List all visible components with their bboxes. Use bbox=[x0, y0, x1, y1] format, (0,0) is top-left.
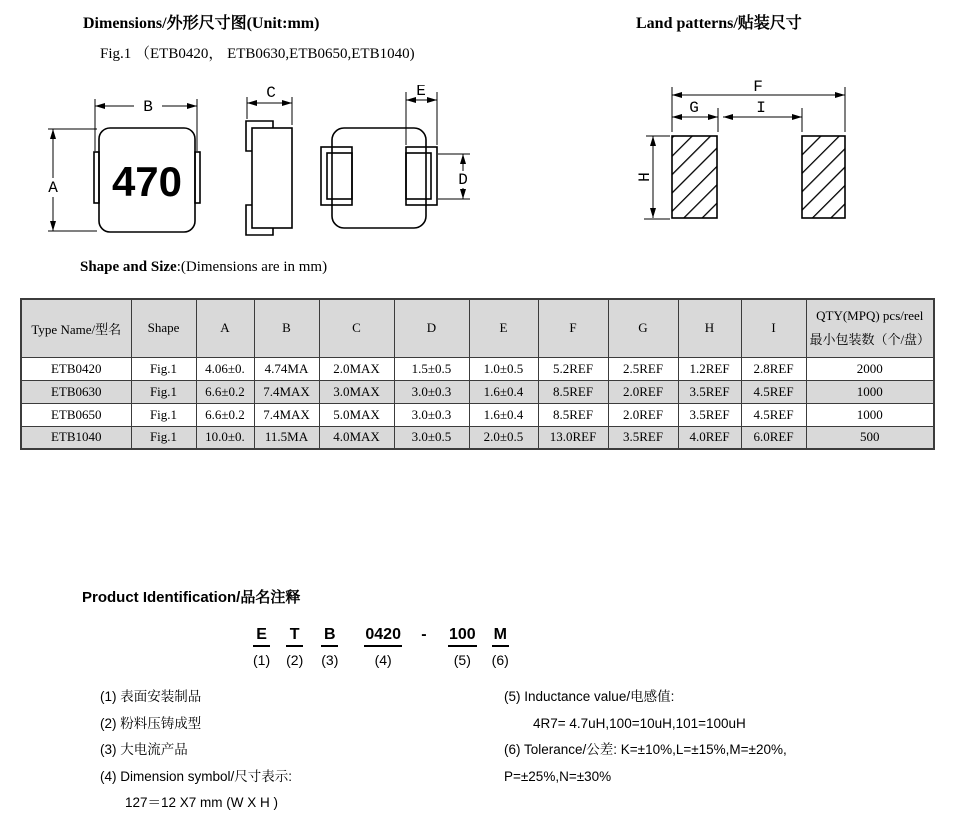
dim-label-g: G bbox=[689, 99, 699, 117]
code-col-dash bbox=[418, 626, 430, 650]
table-cell: 2.8REF bbox=[741, 357, 806, 380]
code-label: (1) bbox=[253, 652, 271, 668]
table-row bbox=[21, 426, 934, 449]
note-line: (3) 大电流产品 bbox=[100, 742, 188, 758]
land-pads bbox=[672, 136, 845, 218]
table-cell: 6.6±0.2 bbox=[196, 380, 254, 403]
header-qty-line1: QTY(MPQ) pcs/reel bbox=[816, 307, 924, 323]
code-col-5 bbox=[448, 626, 477, 668]
note-line: 127＝12 X7 mm (W X H ) bbox=[125, 795, 279, 811]
dimensions-table bbox=[20, 298, 935, 450]
header-c: C bbox=[319, 299, 394, 357]
table-cell: 1.0±0.5 bbox=[469, 357, 538, 380]
table-cell: 2.0MAX bbox=[319, 357, 394, 380]
table-cell: 4.74MA bbox=[254, 357, 319, 380]
table-cell: 4.5REF bbox=[741, 403, 806, 426]
table-cell: 4.0MAX bbox=[319, 426, 394, 449]
table-cell: 3.0MAX bbox=[319, 380, 394, 403]
dim-label-e: E bbox=[416, 85, 426, 100]
table-cell: 2000 bbox=[806, 357, 934, 380]
table-cell: 3.5REF bbox=[608, 426, 678, 449]
component-drawing bbox=[40, 85, 480, 245]
header-d: D bbox=[394, 299, 469, 357]
table-cell: 13.0REF bbox=[538, 426, 608, 449]
table-cell: 3.0±0.3 bbox=[394, 403, 469, 426]
header-g: G bbox=[608, 299, 678, 357]
header-shape: Shape bbox=[131, 299, 196, 357]
dim-label-c: C bbox=[266, 85, 276, 102]
table-cell: 2.0REF bbox=[608, 403, 678, 426]
header-qty bbox=[806, 299, 934, 357]
table-cell: 7.4MAX bbox=[254, 380, 319, 403]
table-cell: 4.0REF bbox=[678, 426, 741, 449]
note-line: (1) 表面安装制品 bbox=[100, 689, 202, 704]
note-line: (6) Tolerance/公差: K=±10%,L=±15%,M=±20%, bbox=[504, 742, 787, 758]
table-cell: 3.5REF bbox=[678, 403, 741, 426]
shape-size-rest: :(Dimensions are in mm) bbox=[176, 259, 328, 275]
table-cell: 1.5±0.5 bbox=[394, 357, 469, 380]
dim-label-f: F bbox=[753, 78, 763, 96]
notes-right-column bbox=[504, 684, 787, 790]
code-part: E bbox=[253, 626, 270, 647]
code-part: M bbox=[492, 626, 509, 647]
header-type-name: Type Name/型名 bbox=[21, 299, 131, 357]
table-cell: ETB0650 bbox=[21, 403, 131, 426]
table-cell: 3.0±0.3 bbox=[394, 380, 469, 403]
table-cell: 1.2REF bbox=[678, 357, 741, 380]
table-cell: 1000 bbox=[806, 403, 934, 426]
code-col-1 bbox=[253, 626, 270, 668]
table-cell: 4.5REF bbox=[741, 380, 806, 403]
dim-label-i: I bbox=[756, 99, 766, 117]
note-line: P=±25%,N=±30% bbox=[504, 768, 612, 784]
table-cell: Fig.1 bbox=[131, 426, 196, 449]
note-line: (2) 粉料压铸成型 bbox=[100, 715, 202, 731]
table-cell: 5.2REF bbox=[538, 357, 608, 380]
dim-label-h: H bbox=[636, 172, 654, 182]
top-view bbox=[48, 98, 200, 232]
notes-left-column bbox=[100, 684, 292, 817]
table-cell: Fig.1 bbox=[131, 357, 196, 380]
table-cell: 2.0REF bbox=[608, 380, 678, 403]
table-cell: 6.0REF bbox=[741, 426, 806, 449]
code-col-3 bbox=[321, 626, 338, 668]
table-cell: 7.4MAX bbox=[254, 403, 319, 426]
code-col-4 bbox=[364, 626, 402, 668]
table-cell: ETB0420 bbox=[21, 357, 131, 380]
header-i: I bbox=[741, 299, 806, 357]
table-cell: 2.5REF bbox=[608, 357, 678, 380]
header-a: A bbox=[196, 299, 254, 357]
code-part: 100 bbox=[448, 626, 477, 647]
table-cell: Fig.1 bbox=[131, 380, 196, 403]
shape-size-bold: Shape and Size bbox=[80, 259, 177, 275]
table-header-row bbox=[21, 299, 934, 357]
table-cell: 1000 bbox=[806, 380, 934, 403]
note-line: 4R7= 4.7uH,100=10uH,101=100uH bbox=[533, 715, 746, 731]
table-cell: 3.0±0.5 bbox=[394, 426, 469, 449]
table-row bbox=[21, 357, 934, 380]
table-cell: 8.5REF bbox=[538, 403, 608, 426]
table-cell: 4.06±0. bbox=[196, 357, 254, 380]
header-f: F bbox=[538, 299, 608, 357]
table-cell: 10.0±0. bbox=[196, 426, 254, 449]
header-e: E bbox=[469, 299, 538, 357]
table-cell: Fig.1 bbox=[131, 403, 196, 426]
shape-size-line bbox=[80, 259, 327, 276]
right-pad bbox=[802, 136, 845, 218]
dim-label-a: A bbox=[48, 179, 58, 197]
part-number-code bbox=[253, 626, 509, 668]
table-cell: 6.6±0.2 bbox=[196, 403, 254, 426]
table-cell: 8.5REF bbox=[538, 380, 608, 403]
table-cell: 11.5MA bbox=[254, 426, 319, 449]
code-label: (4) bbox=[374, 652, 392, 668]
header-b: B bbox=[254, 299, 319, 357]
table-row bbox=[21, 403, 934, 426]
dim-label-b: B bbox=[143, 98, 153, 116]
land-pattern-drawing bbox=[630, 75, 955, 245]
table-row bbox=[21, 380, 934, 403]
note-line: (5) Inductance value/电感值: bbox=[504, 689, 675, 704]
side-view bbox=[246, 85, 292, 235]
land-patterns-heading: Land patterns/贴装尺寸 bbox=[636, 15, 802, 32]
dim-label-d: D bbox=[458, 171, 468, 189]
front-view bbox=[321, 85, 470, 228]
inductance-marking: 470 bbox=[111, 158, 183, 205]
dimensions-heading: Dimensions/外形尺寸图(Unit:mm) bbox=[83, 15, 320, 32]
code-label: (5) bbox=[453, 652, 471, 668]
header-qty-line2: 最小包装数（个/盘） bbox=[809, 332, 931, 348]
table-cell: 500 bbox=[806, 426, 934, 449]
table-cell: ETB0630 bbox=[21, 380, 131, 403]
code-label: (6) bbox=[491, 652, 509, 668]
code-col-6 bbox=[492, 626, 509, 668]
left-pad bbox=[672, 136, 717, 218]
code-col-2 bbox=[286, 626, 303, 668]
fig1-caption: Fig.1 （ETB0420， ETB0630,ETB0650,ETB1040) bbox=[100, 46, 415, 62]
code-label: (2) bbox=[286, 652, 304, 668]
table-cell: 3.5REF bbox=[678, 380, 741, 403]
header-h: H bbox=[678, 299, 741, 357]
table-cell: ETB1040 bbox=[21, 426, 131, 449]
table-cell: 1.6±0.4 bbox=[469, 380, 538, 403]
code-part: B bbox=[321, 626, 338, 647]
code-part: 0420 bbox=[364, 626, 402, 647]
note-line: (4) Dimension symbol/尺寸表示: bbox=[100, 768, 293, 784]
table-cell: 2.0±0.5 bbox=[469, 426, 538, 449]
code-part: T bbox=[286, 626, 303, 647]
product-identification-heading: Product Identification/品名注释 bbox=[82, 589, 301, 606]
code-part: - bbox=[421, 626, 427, 643]
table-cell: 5.0MAX bbox=[319, 403, 394, 426]
code-label: (3) bbox=[321, 652, 339, 668]
table-cell: 1.6±0.4 bbox=[469, 403, 538, 426]
